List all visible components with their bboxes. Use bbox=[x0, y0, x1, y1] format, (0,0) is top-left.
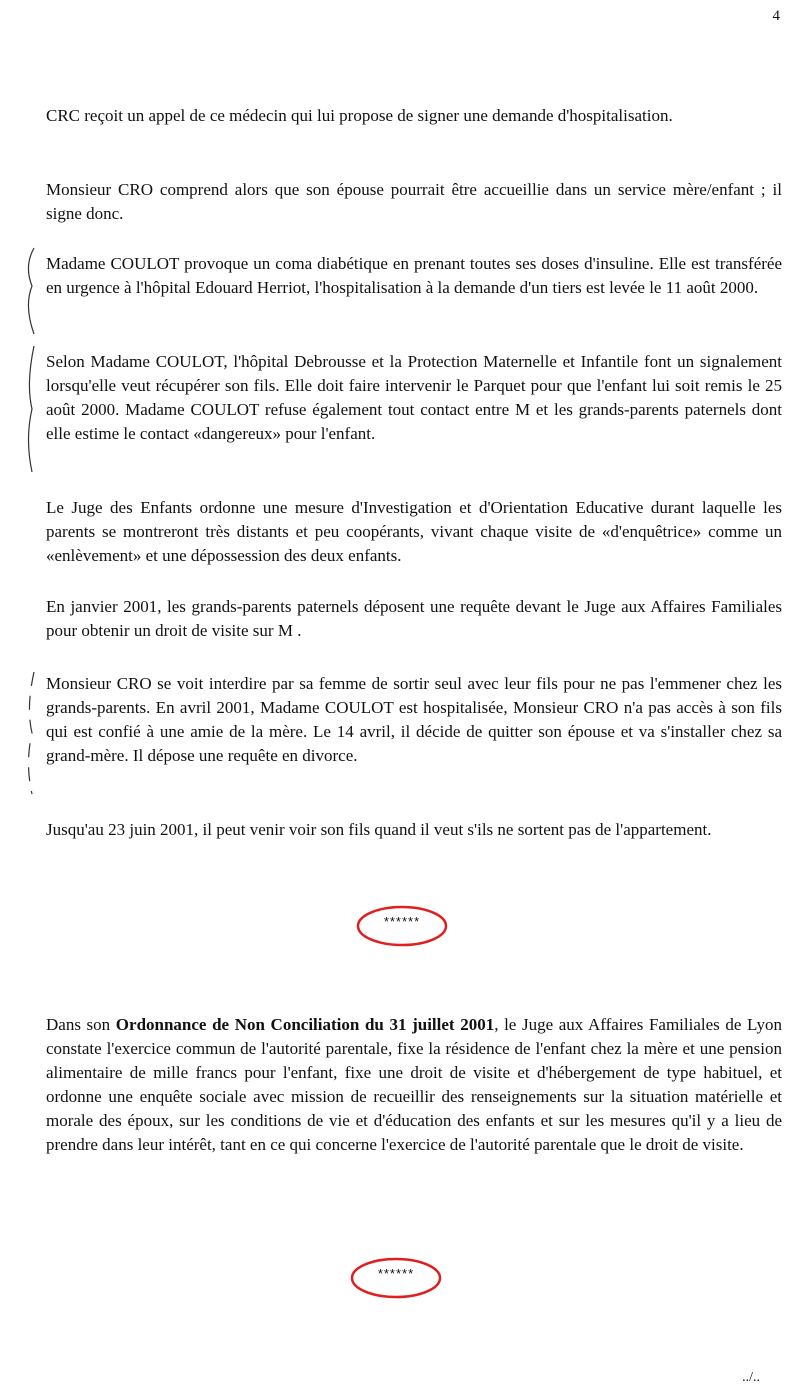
paragraph-4: Selon Madame COULOT, l'hôpital Debrousse et la Protection Maternelle et Infantile font un signalement lorsqu'elle veut récupérer son fils. Elle doit faire intervenir le Parquet pour que l'enfant lui soit remis le 25 août 2000. Madame COULOT refuse également tout contact entre M et les grands-parents paternels dont elle estime le contact «dangereux» pour l'enfant. bbox=[46, 352, 782, 443]
separator-stars-2 bbox=[348, 1255, 444, 1301]
stars-text: ****** bbox=[377, 1266, 415, 1281]
paragraph-3: Madame COULOT provoque un coma diabétique en prenant toutes ses doses d'insuline. Elle est transférée en urgence à l'hôpital Edouard Herriot, l'hospitalisation à la demande d'un tiers est levée le 11 août 2000. bbox=[46, 254, 782, 297]
ordonnance-body: , le Juge aux Affaires Familiales de Lyon constate l'exercice commun de l'autorité parentale, fixe la résidence de l'enfant chez la mère et une pension alimentaire de mille francs pour l'enfant, fixe une droit de visite et d'hébergement de type habituel, et ordonne une enquête sociale avec mission de recueillir des renseignements sur la situation matérielle et morale des époux, sur les conditions de vie et d'éducation des enfants et sur les mesures qu'il y a lieu de prendre dans leur intérêt, tant en ce qui concerne l'exercice de l'autorité parentale que le droit de visite. bbox=[46, 1015, 782, 1154]
page-number: 4 bbox=[772, 8, 780, 24]
margin-bracket-mark bbox=[22, 668, 38, 798]
paragraph-6: En janvier 2001, les grands-parents paternels déposent une requête devant le Juge aux Affaires Familiales pour obtenir un droit de visite sur M . bbox=[46, 597, 782, 640]
paragraph-5: Le Juge des Enfants ordonne une mesure d'Investigation et d'Orientation Educative durant laquelle les parents se montreront très distants et peu coopérants, vivant chaque visite de «d'enquêtrice» comme un «enlèvement» et une dépossession des deux enfants. bbox=[46, 498, 782, 565]
margin-bracket-mark bbox=[22, 344, 38, 474]
paragraph-1: CRC reçoit un appel de ce médecin qui lui propose de signer une demande d'hospitalisation. bbox=[46, 106, 673, 125]
ordonnance-title: Ordonnance de Non Conciliation du 31 juillet 2001 bbox=[115, 1015, 495, 1034]
separator-stars-1 bbox=[354, 903, 450, 949]
paragraph-8: Jusqu'au 23 juin 2001, il peut venir voir son fils quand il veut s'ils ne sortent pas de l'appartement. bbox=[46, 820, 712, 839]
stars-text: ****** bbox=[383, 914, 421, 929]
ordonnance-lead: Dans son bbox=[46, 1015, 116, 1034]
continuation-mark: ../.. bbox=[742, 1370, 760, 1385]
margin-bracket-mark bbox=[22, 246, 38, 336]
ordonnance-paragraph bbox=[46, 1013, 782, 1157]
paragraph-7: Monsieur CRO se voit interdire par sa femme de sortir seul avec leur fils pour ne pas l'emmener chez les grands-parents. En avril 2001, Madame COULOT est hospitalisée, Monsieur CRO n'a pas accès à son fils qui est confié à une amie de la mère. Le 14 avril, il décide de quitter son épouse et va s'installer chez sa grand-mère. Il dépose une requête en divorce. bbox=[46, 674, 782, 765]
paragraph-2: Monsieur CRO comprend alors que son épouse pourrait être accueillie dans un service mère/enfant ; il signe donc. bbox=[46, 180, 782, 223]
